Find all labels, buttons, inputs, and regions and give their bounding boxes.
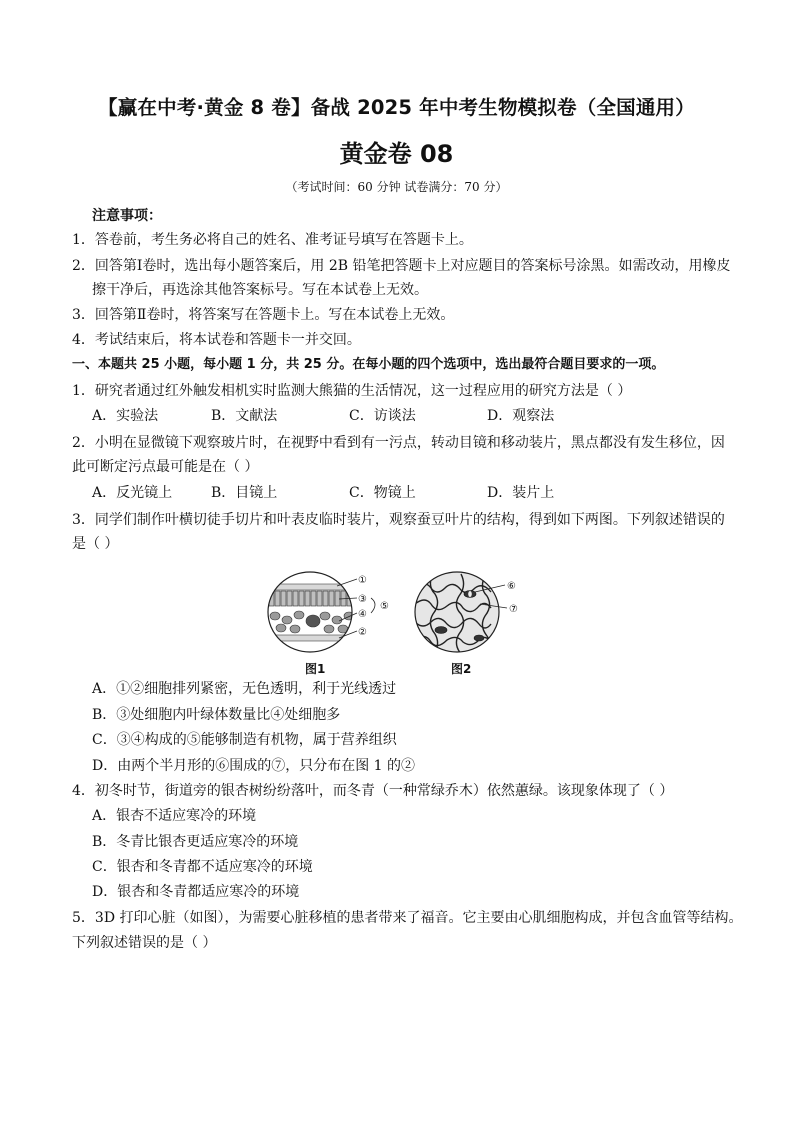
section-heading: 一、本题共 25 小题，每小题 1 分，共 25 分。在每小题的四个选项中，选出最符合题目要求的一项。 xyxy=(72,357,665,372)
q4-option-a: A．银杏不适应寒冷的环境 xyxy=(92,808,257,824)
q2-option-a: A．反光镜上 xyxy=(92,485,173,501)
q2-stem-1: 2．小明在显微镜下观察玻片时，在视野中看到有一污点，转动目镜和移动装片，黑点都没有发生移位，因 xyxy=(72,435,725,451)
q1-option-a: A．实验法 xyxy=(92,408,159,424)
fig1-label-1: ① xyxy=(358,575,367,586)
q3-option-a: A．①②细胞排列紧密，无色透明，利于光线透过 xyxy=(92,681,397,697)
q1-option-c: C．访谈法 xyxy=(349,408,416,424)
notice-item-3: 3．回答第Ⅱ卷时，将答案写在答题卡上。写在本试卷上无效。 xyxy=(72,307,455,323)
fig1-label-2: ② xyxy=(358,627,367,638)
fig2-label-6: ⑥ xyxy=(507,581,516,592)
fig1-caption: 图1 xyxy=(305,662,326,676)
notice-heading: 注意事项： xyxy=(92,208,162,224)
leaf-cross-section xyxy=(265,566,389,666)
leaf-epidermis xyxy=(405,566,518,666)
q3-stem-2: 是（ ） xyxy=(72,536,119,552)
fig1-label-3: ③ xyxy=(358,594,367,605)
q1-option-d: D．观察法 xyxy=(487,408,555,424)
notice-item-2-cont: 擦干净后，再选涂其他答案标号。写在本试卷上无效。 xyxy=(92,282,428,298)
q3-option-b: B．③处细胞内叶绿体数量比④处细胞多 xyxy=(92,707,341,723)
q4-option-b: B．冬青比银杏更适应寒冷的环境 xyxy=(92,834,299,850)
q2-stem-2: 此可断定污点最可能是在（ ） xyxy=(72,459,259,475)
q4-option-d: D．银杏和冬青都适应寒冷的环境 xyxy=(92,884,300,900)
q4-option-c: C．银杏和冬青都不适应寒冷的环境 xyxy=(92,859,313,875)
q5-stem-1: 5．3D 打印心脏（如图），为需要心脏移植的患者带来了福音。它主要由心肌细胞构成，并包含血管等结构。 xyxy=(72,910,743,926)
q3-option-d: D．由两个半月形的⑥围成的⑦，只分布在图 1 的② xyxy=(92,758,416,774)
exam-title: 【赢在中考·黄金 8 卷】备战 2025 年中考生物模拟卷（全国通用） xyxy=(98,96,695,119)
fig1-label-4: ④ xyxy=(358,609,367,620)
notice-item-4: 4．考试结束后，将本试卷和答题卡一并交回。 xyxy=(72,332,361,348)
fig2-caption: 图2 xyxy=(451,662,472,676)
q2-option-d: D．装片上 xyxy=(487,485,555,501)
q5-stem-2: 下列叙述错误的是（ ） xyxy=(72,935,217,951)
q3-leaf-figure xyxy=(265,566,535,676)
exam-meta: （考试时间：60 分钟 试卷满分：70 分） xyxy=(285,180,508,194)
fig2-label-7: ⑦ xyxy=(509,604,518,615)
q3-stem-1: 3．同学们制作叶横切徒手切片和叶表皮临时装片，观察蚕豆叶片的结构，得到如下两图。下列叙述错误的 xyxy=(72,512,725,528)
q1-stem: 1．研究者通过红外触发相机实时监测大熊猫的生活情况，这一过程应用的研究方法是（ ） xyxy=(72,383,632,399)
notice-item-2: 2．回答第Ⅰ卷时，选出每小题答案后，用 2B 铅笔把答题卡上对应题目的答案标号涂黑。如需改动，用橡皮 xyxy=(72,258,731,274)
q4-stem: 4．初冬时节，街道旁的银杏树纷纷落叶，而冬青（一种常绿乔木）依然蕙绿。该现象体现了（ ） xyxy=(72,783,674,799)
q3-option-c: C．③④构成的⑤能够制造有机物，属于营养组织 xyxy=(92,732,397,748)
exam-subtitle: 黄金卷 08 xyxy=(339,140,454,168)
q1-option-b: B．文献法 xyxy=(211,408,278,424)
fig1-label-5: ⑤ xyxy=(380,601,389,612)
q2-option-b: B．目镜上 xyxy=(211,485,278,501)
q2-option-c: C．物镜上 xyxy=(349,485,416,501)
notice-item-1: 1．答卷前，考生务必将自己的姓名、准考证号填写在答题卡上。 xyxy=(72,232,473,248)
